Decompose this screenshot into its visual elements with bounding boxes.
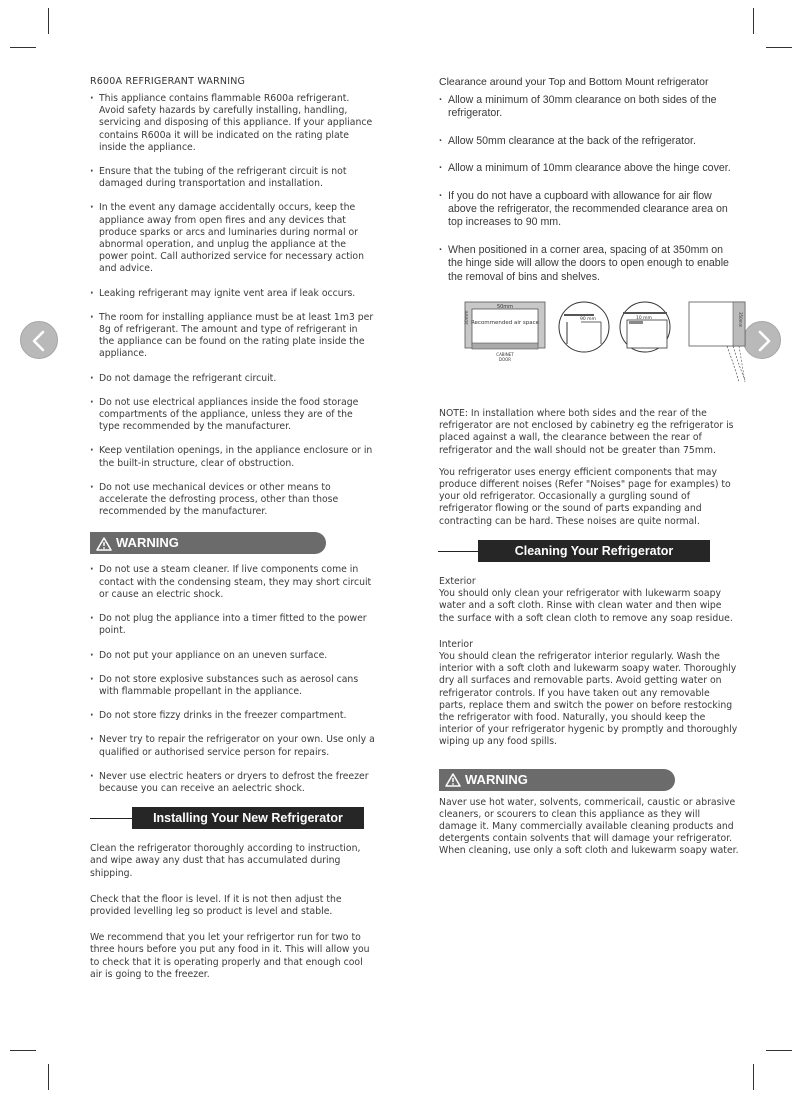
warning-banner [439,769,675,791]
top-view-fridge [472,309,538,345]
detail-1-label: 90 mm [580,317,596,323]
clearance-list [439,94,739,284]
cleaning-heading: Cleaning Your Refrigerator [478,540,710,562]
crop-mark [48,8,49,34]
r600a-list [90,93,375,518]
top-clearance-label: 50mm [496,304,514,311]
detail-2-fridge [627,320,667,348]
crop-mark [766,47,792,48]
noise-paragraph: You refrigerator uses energy efficient components that may produce different noises (Refer "Noises" page for examples) to your old refrigerator. Occasionally a gurgling sound of refrigerator flowing or the sound of parts expanding and contracting can be hard. These noises are quite normal. [439,466,731,527]
install-paragraph: Check that the floor is level. If it is not then adjust the provided levelling leg so product is level and stable. [90,893,342,917]
warning-triangle-icon [445,773,461,787]
list-item: · Allow a minimum of 10mm clearance above the hinge cover. [439,162,739,175]
list-item: · Do not use mechanical devices or other means to accelerate the defrosting process, other than those recommended by the manufacturer. [90,482,375,519]
list-item: · Allow a minimum of 30mm clearance on both sides of the refrigerator. [439,94,739,121]
list-item: · Ensure that the tubing of the refrigerant circuit is not damaged during transportation and installation. [90,166,375,190]
list-item: · Never use electric heaters or dryers to defrost the freezer because you can receive an aelectric shock. [90,771,375,795]
door-swing-1 [733,346,745,380]
list-item: · If you do not have a cupboard with allowance for air flow above the refrigerator, the recommended clearance area on top increases to 90 mm. [439,190,739,230]
list-item: · Do not put your appliance on an uneven surface. [90,650,375,662]
crop-mark [48,1064,49,1090]
list-item: · Do not plug the appliance into a timer fitted to the power point. [90,613,375,637]
warning-label: WARNING [116,535,179,551]
crop-mark [753,1064,754,1090]
list-item: · The room for installing appliance must be at least 1m3 per 8g of refrigerant. The amount and type of refrigerant in the appliance can be found on the rating plate inside the appliance. [90,312,375,361]
list-item: · Allow 50mm clearance at the back of the refrigerator. [439,135,739,148]
detail-1-shelf [564,314,594,316]
crop-mark [766,1050,792,1051]
install-paragraph: Clean the refrigerator thoroughly according to instruction, and wipe away any dust that has accumulated during shipping. [90,843,361,879]
clearance-diagram-figure [463,300,763,386]
cleaning-warning-paragraph: Naver use hot water, solvents, commericail, caustic or abrasive cleaners, or scourers to clean this appliance as they will damage it. Many commercially available cleaning products and detergents contain solvents that will damage your refrigerator. When cleaning, use only a soft cloth and lukewarm soapy water. [439,796,739,857]
list-item: · When positioned in a corner area, spacing of at 350mm on the hinge side will allow the doors to open enough to enable the removal of bins and shelves. [439,244,739,284]
right-column [439,76,743,872]
corner-clearance-label: 350mm [738,312,743,328]
list-item: · Do not store explosive substances such as aerosol cans with flammable propellant in the appliance. [90,674,375,698]
cabinet-label: CABINET [496,352,514,358]
top-view-door [472,343,538,349]
list-item: · Never try to repair the refrigerator on your own. Use only a qualified or authorised service person for repairs. [90,734,375,758]
cleaning-heading-banner [438,540,710,562]
interior-label: Interior [439,638,473,650]
warning-banner [90,532,326,554]
door-swing-3 [739,346,745,382]
list-item: · In the event any damage accidentally occurs, keep the appliance away from open fires and any devices that produce sparks or arcs and luminaries during normal or abnormal operation, and unplug the appliance at the power point. Call authorized service for necessary action and advice. [90,202,375,275]
note-paragraph: NOTE: In installation where both sides and the rear of the refrigerator are not enclosed by cabinetry eg the refrigerator is placed against a wall, the clearance between the rear of refrigerator and the wall should not be greater than 75mm. [439,408,734,456]
install-paragraph: We recommend that you let your refrigertor run for two to three hours before you put any food in it. This will allow you to check that it is operating properly and that enough cool air is going to the freezer. [90,932,370,980]
list-item: · Do not store fizzy drinks in the freezer compartment. [90,710,375,722]
interior-paragraph: You should clean the refrigerator interior regularly. Wash the interior with a soft cloth and lukewarm soapy water. Thoroughly dry all surfaces and removable parts. Avoid getting water on refrigerator controls. If you have taken out any removable parts, replace them and switch the power on before restocking the refrigerator with food. Naturally, you should keep the interior of your refrigerator hygenic by promptly and thoroughly wiping up any food spills. [439,650,738,748]
door-swing-2 [727,346,739,382]
list-item: · Do not use electrical appliances inside the food storage compartments of the appliance, unless they are of the type recommended by the manufacturer. [90,397,375,434]
left-column [90,76,375,995]
warning-list [90,564,375,795]
crop-mark [753,8,754,34]
list-item: · This appliance contains flammable R600a refrigerant. Avoid safety hazards by carefully installing, handling, servicing and disposing of this appliance. If your appliance contains R600a it will be indicated on the rating plate inside the appliance. [90,93,375,154]
warning-label: WARNING [465,771,528,787]
list-item: · Do not damage the refrigerant circuit. [90,373,375,385]
door-label: DOOR [498,357,512,363]
crop-mark [10,1050,36,1051]
exterior-paragraph: You should only clean your refrigerator with lukewarm soapy water and a soft cloth. Rinse with clean water and then wipe the surface with a soft clean cloth to remove any soap residue. [439,588,733,624]
detail-2-shelf [623,312,667,314]
clearance-diagram [463,300,763,386]
install-heading: Installing Your New Refrigerator [132,807,364,829]
install-heading-banner [90,807,366,829]
exterior-label: Exterior [439,575,476,587]
crop-mark [10,47,36,48]
clearance-title: Clearance around your Top and Bottom Mount refrigerator [439,76,709,88]
list-item: · Do not use a steam cleaner. If live components come in contact with the condensing steam, they may short circuit or cause an electric shock. [90,564,375,601]
detail-2-label: 10 mm [636,316,652,322]
prev-page-button[interactable] [20,321,58,359]
air-space-label: Recommended air space [470,320,540,327]
side-clearance-label: 30mm [465,310,470,326]
list-item: · Leaking refrigerant may ignite vent area if leak occurs. [90,288,375,300]
detail-2-hinge [629,321,643,324]
chevron-left-icon [21,322,59,360]
list-item: · Keep ventilation openings, in the appliance enclosure or in the built-in structure, clear of obstruction. [90,445,375,469]
r600a-title: R600A REFRIGERANT WARNING [90,76,246,87]
warning-triangle-icon [96,537,112,551]
